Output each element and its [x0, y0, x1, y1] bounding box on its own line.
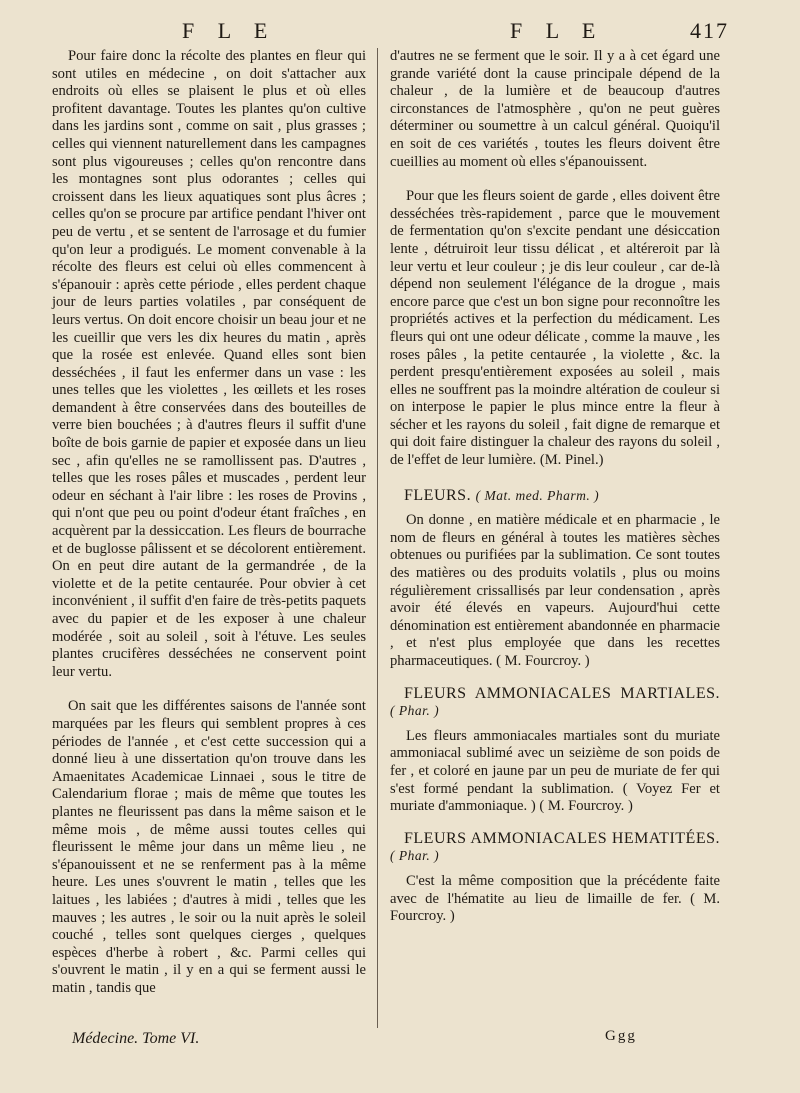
right-column	[390, 48, 720, 926]
entry-subject: ( Phar. )	[390, 703, 440, 719]
paragraph-continuation: d'autres ne se ferment que le soir. Il y a à cet égard une grande variété dont la cause principale dépend de la chaleur , de la lumière et de beaucoup d'autres circonstances de l'atmosphère , qu'on ne peut guères déterminer ou soumettre à un calcul général. Quoiqu'il en soit de ces variétés , toutes les fleurs doivent être cueillies au moment où elles s'épanouissent.	[390, 48, 720, 170]
signature-mark: Ggg	[605, 1028, 637, 1044]
column-divider	[377, 48, 378, 1028]
entry-title: FLEURS AMMONIACALES HEMATITÉES.	[404, 829, 720, 847]
entry-subject: ( Mat. med. Pharm. )	[475, 487, 600, 503]
page-number: 417	[690, 18, 729, 43]
paragraph-gap	[390, 720, 720, 728]
paragraph-gap	[390, 671, 720, 685]
paragraph-seasons: On sait que les différentes saisons de l'année sont marquées par les fleurs qui semblent propres à ces périodes de l'année , et c'est cette succession qui a donné lieu à une dissertation qu'on trouve dans les Amaenitates Academicae Linnaei , sous le titre de Calendarium florae ; mais de même que toutes les plantes ne fleurissent pas dans la même saison et le même mois , de même aussi toutes celles qui fleurissent le même jour dans un même lieu , ne s'épanouissent et ne se renferment pas à la même heure. Les unes s'ouvrent le matin , telles que les laitues , les labiées ; d'autres à midi , telles que les mauves ; les autres , le soir ou la nuit après le soleil couché , telles sont quelques cierges , quelques espèces d'herbe à robert , &c. Parmi celles qui s'ouvrent le matin , il y en a qui se ferment aussi le matin , tandis que	[52, 698, 366, 996]
entry-title: FLEURS.	[404, 486, 472, 504]
entry-heading-martiales	[390, 685, 720, 720]
paragraph-gap	[390, 470, 720, 487]
paragraph-gap	[390, 171, 720, 188]
paragraph-martiales: Les fleurs ammoniacales martiales sont du muriate ammoniacal sublimé avec un seizième de son poids de fer , et coloré en jaune par un peu de muriate de fer qui s'est formé pendant la sublimation. ( Voyez Fer et muriate d'ammoniaque. ) ( M. Fourcroy. )	[390, 727, 720, 815]
paragraph-fleurs: On donne , en matière médicale et en pharmacie , le nom de fleurs en général à toutes les matières sèches obtenues ou purifiées par la sublimation. Ce sont toutes des matières ou des produits volatils , plus ou moins régulièrement crissallisés par leur condensation , après avoir été élevés en vapeurs. Aujourd'hui cette dénomination est entièrement abandonnée en pharmacie , et n'est plus employée que dans les recettes pharmaceutiques. ( M. Fourcroy. )	[390, 512, 720, 669]
entry-heading-fleurs	[390, 487, 720, 505]
entry-title: FLEURS AMMONIACALES MARTIALES.	[404, 684, 720, 702]
paragraph-gap	[390, 865, 720, 873]
paragraph-gap	[390, 816, 720, 830]
paragraph-harvest: Pour faire donc la récolte des plantes en fleur qui sont utiles en médecine , on doit s'attacher aux endroits où elles se plaisent le plus et où elles profitent davantage. Toutes les plantes qu'on cultive dans les jardins sont , comme on sait , plus grasses ; celles qui viennent naturellement dans les campagnes sont plus vigoureuses ; celles qu'on rencontre dans les montagnes sont plus odorantes ; celles qui croissent dans les lieux aquatiques sont plus âcres ; celles qu'on se procure par artifice pendant l'hiver ont peu de vertu , et se sentent de l'arrosage et du fumier qu'on leur a prodigués. Le moment convenable à la récolte des fleurs est celui où elles commencent à s'épanouir : après cette période , elles perdent chaque jour de leurs parties volatiles , par conséquent de leurs vertus. On doit encore choisir un beau jour et ne les cueillir que vers les dix heures du matin , après que la rosée est enlevée. Quand elles sont bien desséchées , il faut les enfermer dans un vase : les unes telles que les violettes , les œillets et les roses demandent à être conservées dans des bouteilles de verre bien bouchées ; à d'autres fleurs il suffit d'une boîte de bois garnie de papier et exposée dans un lieu sec , afin qu'elles ne se ramollissent pas. D'autres , telles que les roses pâles et muscades , perdent leur odeur en séchant à l'air libre : les roses de Provins , qui n'ont que peu ou point d'odeur étant fraîches , en acquèrent par la dessiccation. Les fleurs de bourrache et de buglosse pâlissent et se décolorent entièrement. On en peut dire autant de la germandrée , de la violette et de la petite centaurée. Pour obvier à cet inconvénient , il suffit d'en faire de très-petits paquets avec du papier et de les exposer à une chaleur modérée , soit au soleil , soit à l'étuve. Les seules plantes crucifères desséchées ne conservent point leur vertu.	[52, 48, 366, 680]
running-head-right: F L E	[510, 18, 605, 43]
entry-subject: ( Phar. )	[390, 848, 440, 864]
entry-heading-hematitees	[390, 830, 720, 865]
paragraph-gap	[52, 681, 366, 698]
left-column	[52, 48, 366, 997]
paragraph-gap	[390, 504, 720, 512]
paragraph-drying: Pour que les fleurs soient de garde , elles doivent être desséchées très-rapidement , parce que le mouvement de fermentation qu'on s'excite pendant une désiccation lente , détruiroit leur tissu délicat , et altéreroit par là leur vertu et leur couleur ; je dis leur couleur , car de-là dépend non seulement l'élégance de la drogue , mais encore parce que c'est un bon signe pour reconnoître les propriétés actives et la perfection du médicament. Les fleurs qui ont une odeur délicate , comme la mauve , les roses pâles , la petite centaurée , la violette , &c. la perdent presqu'entièrement exposées au soleil , mais elles ne souffrent pas la moindre altération de couleur si on interpose le papier le plus mince entre la fleur à sécher et les rayons du soleil , fait digne de remarque et qui doit faire distinguer la chaleur des rayons du soleil , de l'effet de leur lumière. (M. Pinel.)	[390, 188, 720, 469]
running-head-left: F L E	[182, 18, 277, 43]
paragraph-hematitees: C'est la même composition que la précédente faite avec de l'hématite au lieu de limaille de fer. ( M. Fourcroy. )	[390, 872, 720, 925]
volume-footer: Médecine. Tome VI.	[72, 1030, 200, 1047]
